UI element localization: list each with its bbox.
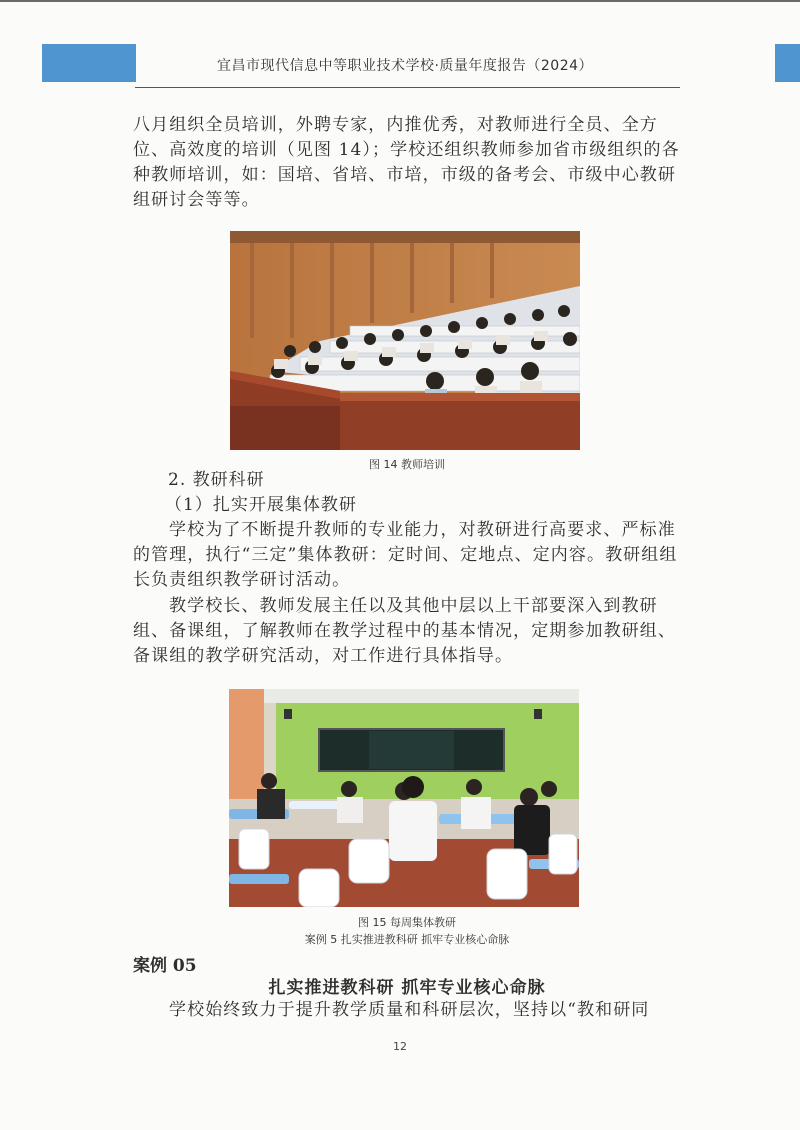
paragraph-case-intro: 学校始终致力于提升教学质量和科研层次，坚持以“教和研同 xyxy=(169,1000,650,1020)
figure-14-caption: 图 14 教师培训 xyxy=(369,458,445,471)
paragraph-training: 八月组织全员培训，外聘专家，内推优秀，对教师进行全员、全方位、高效度的培训（见图 14）；学校还组织教师参加省市级组织的各种教师培训，如：国培、省培、市培，市级的备考会、市级中心教研组研讨会等等。 xyxy=(133,115,680,210)
report-header-title: 宜昌市现代信息中等职业技术学校·质量年度报告（2024） xyxy=(216,58,594,74)
header-color-tab-left xyxy=(42,44,136,82)
figure-15-caption: 图 15 每周集体教研 xyxy=(358,916,456,929)
page-number: 12 xyxy=(393,1040,407,1053)
top-border xyxy=(0,0,800,2)
paragraph-research-management: 学校为了不断提升教师的专业能力，对教研进行高要求、严标准的管理，执行“三定”集体教研：定时间、定地点、定内容。教研组组长负责组织教学研讨活动。 xyxy=(133,520,678,590)
figure-15-subcaption: 案例 5 扎实推进教科研 抓牢专业核心命脉 xyxy=(304,933,510,946)
case-label: 案例 05 xyxy=(133,956,197,976)
paragraph-leadership-guidance: 教学校长、教师发展主任以及其他中层以上干部要深入到教研组、备课组，了解教师在教学过程中的基本情况，定期参加教研组、备课组的教学研究活动，对工作进行具体指导。 xyxy=(133,596,676,666)
figure-14-photo xyxy=(230,231,580,450)
header-rule xyxy=(135,87,680,88)
subsection-heading-collective-research: （1）扎实开展集体教研 xyxy=(165,495,357,515)
figure-15-photo xyxy=(229,689,579,907)
case-title: 扎实推进教科研 抓牢专业核心命脉 xyxy=(268,978,546,998)
section-heading-research: 2. 教研科研 xyxy=(168,470,265,490)
header-color-tab-right xyxy=(775,44,800,82)
